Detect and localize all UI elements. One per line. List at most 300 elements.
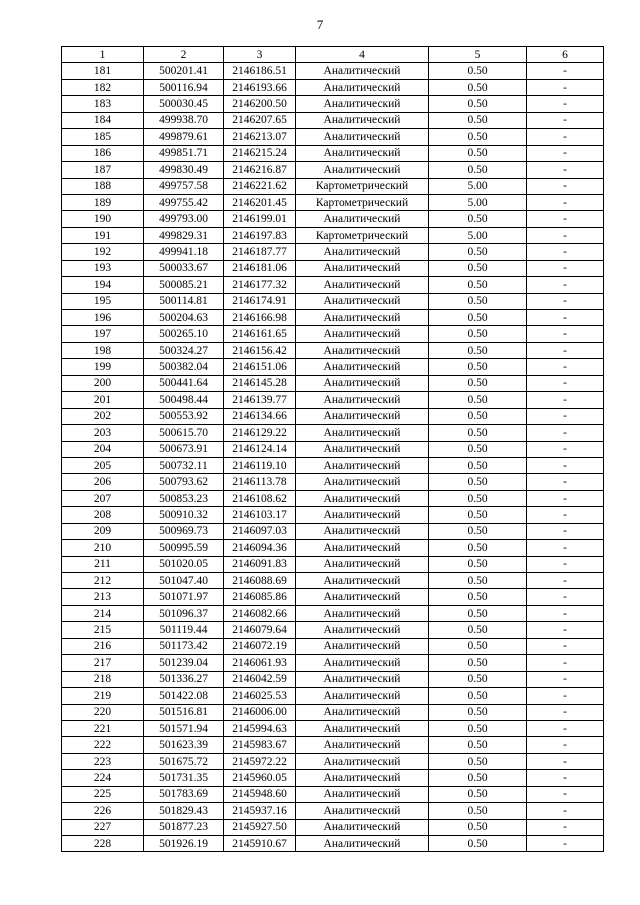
y-coordinate-cell: 2146103.17 [224,507,296,523]
x-coordinate-cell: 501020.05 [144,556,224,572]
x-coordinate-cell: 500265.10 [144,326,224,342]
method-cell: Аналитический [296,392,429,408]
table-row [62,753,604,769]
note-cell: - [527,310,604,326]
point-number-cell: 224 [62,770,144,786]
column-header: 1 [62,47,144,63]
y-coordinate-cell: 2146091.83 [224,556,296,572]
note-cell: - [527,129,604,145]
note-cell: - [527,112,604,128]
accuracy-cell: 0.50 [429,490,527,506]
method-cell: Аналитический [296,523,429,539]
table-row [62,786,604,802]
y-coordinate-cell: 2146187.77 [224,244,296,260]
table-row [62,688,604,704]
y-coordinate-cell: 2146129.22 [224,425,296,441]
point-number-cell: 214 [62,605,144,621]
accuracy-cell: 0.50 [429,507,527,523]
y-coordinate-cell: 2146213.07 [224,129,296,145]
y-coordinate-cell: 2146151.06 [224,359,296,375]
y-coordinate-cell: 2146124.14 [224,441,296,457]
y-coordinate-cell: 2146193.66 [224,79,296,95]
point-number-cell: 197 [62,326,144,342]
point-number-cell: 217 [62,655,144,671]
point-number-cell: 205 [62,457,144,473]
x-coordinate-cell: 500615.70 [144,425,224,441]
method-cell: Аналитический [296,96,429,112]
note-cell: - [527,589,604,605]
method-cell: Аналитический [296,671,429,687]
x-coordinate-cell: 500114.81 [144,293,224,309]
x-coordinate-cell: 501047.40 [144,573,224,589]
point-number-cell: 216 [62,638,144,654]
accuracy-cell: 0.50 [429,408,527,424]
accuracy-cell: 0.50 [429,589,527,605]
note-cell: - [527,573,604,589]
point-number-cell: 228 [62,836,144,852]
x-coordinate-cell: 500116.94 [144,79,224,95]
note-cell: - [527,803,604,819]
note-cell: - [527,770,604,786]
table-row [62,359,604,375]
accuracy-cell: 0.50 [429,704,527,720]
accuracy-cell: 0.50 [429,523,527,539]
accuracy-cell: 0.50 [429,260,527,276]
method-cell: Аналитический [296,211,429,227]
note-cell: - [527,441,604,457]
point-number-cell: 209 [62,523,144,539]
x-coordinate-cell: 501096.37 [144,605,224,621]
accuracy-cell: 0.50 [429,770,527,786]
method-cell: Аналитический [296,79,429,95]
y-coordinate-cell: 2146061.93 [224,655,296,671]
note-cell: - [527,523,604,539]
table-row [62,310,604,326]
y-coordinate-cell: 2146006.00 [224,704,296,720]
column-header: 4 [296,47,429,63]
note-cell: - [527,244,604,260]
page-number: 7 [316,17,324,32]
table-row [62,129,604,145]
point-number-cell: 211 [62,556,144,572]
point-number-cell: 186 [62,145,144,161]
table-row [62,162,604,178]
y-coordinate-cell: 2146181.06 [224,260,296,276]
table-row [62,589,604,605]
x-coordinate-cell: 501422.08 [144,688,224,704]
note-cell: - [527,655,604,671]
column-header: 5 [429,47,527,63]
note-cell: - [527,162,604,178]
y-coordinate-cell: 2146174.91 [224,293,296,309]
accuracy-cell: 0.50 [429,277,527,293]
note-cell: - [527,556,604,572]
note-cell: - [527,507,604,523]
table-row [62,244,604,260]
accuracy-cell: 0.50 [429,605,527,621]
note-cell: - [527,425,604,441]
x-coordinate-cell: 499938.70 [144,112,224,128]
point-number-cell: 187 [62,162,144,178]
y-coordinate-cell: 2146201.45 [224,194,296,210]
x-coordinate-cell: 501783.69 [144,786,224,802]
accuracy-cell: 0.50 [429,474,527,490]
note-cell: - [527,540,604,556]
note-cell: - [527,457,604,473]
method-cell: Аналитический [296,540,429,556]
table-row [62,836,604,852]
table-row [62,704,604,720]
y-coordinate-cell: 2145937.16 [224,803,296,819]
accuracy-cell: 0.50 [429,836,527,852]
method-cell: Аналитический [296,342,429,358]
y-coordinate-cell: 2146094.36 [224,540,296,556]
y-coordinate-cell: 2146156.42 [224,342,296,358]
x-coordinate-cell: 501877.23 [144,819,224,835]
method-cell: Аналитический [296,770,429,786]
x-coordinate-cell: 500969.73 [144,523,224,539]
point-number-cell: 190 [62,211,144,227]
method-cell: Аналитический [296,819,429,835]
point-number-cell: 193 [62,260,144,276]
note-cell: - [527,326,604,342]
accuracy-cell: 0.50 [429,688,527,704]
method-cell: Аналитический [296,704,429,720]
note-cell: - [527,836,604,852]
x-coordinate-cell: 500673.91 [144,441,224,457]
method-cell: Аналитический [296,425,429,441]
table-row [62,96,604,112]
x-coordinate-cell: 499829.31 [144,227,224,243]
table-row [62,112,604,128]
table-row [62,655,604,671]
point-number-cell: 208 [62,507,144,523]
y-coordinate-cell: 2146082.66 [224,605,296,621]
point-number-cell: 218 [62,671,144,687]
point-number-cell: 206 [62,474,144,490]
accuracy-cell: 0.50 [429,293,527,309]
method-cell: Аналитический [296,310,429,326]
x-coordinate-cell: 501571.94 [144,720,224,736]
method-cell: Аналитический [296,589,429,605]
note-cell: - [527,474,604,490]
y-coordinate-cell: 2146145.28 [224,375,296,391]
method-cell: Аналитический [296,326,429,342]
note-cell: - [527,277,604,293]
x-coordinate-cell: 500995.59 [144,540,224,556]
accuracy-cell: 0.50 [429,96,527,112]
y-coordinate-cell: 2146177.32 [224,277,296,293]
note-cell: - [527,622,604,638]
point-number-cell: 199 [62,359,144,375]
table-row [62,63,604,79]
accuracy-cell: 0.50 [429,556,527,572]
x-coordinate-cell: 501516.81 [144,704,224,720]
method-cell: Аналитический [296,507,429,523]
note-cell: - [527,96,604,112]
y-coordinate-cell: 2146200.50 [224,96,296,112]
x-coordinate-cell: 499755.42 [144,194,224,210]
method-cell: Аналитический [296,260,429,276]
table-row [62,523,604,539]
point-number-cell: 183 [62,96,144,112]
table-row [62,211,604,227]
accuracy-cell: 0.50 [429,737,527,753]
table-row [62,260,604,276]
y-coordinate-cell: 2146215.24 [224,145,296,161]
note-cell: - [527,671,604,687]
y-coordinate-cell: 2145960.05 [224,770,296,786]
method-cell: Аналитический [296,655,429,671]
table-row [62,194,604,210]
table-row [62,622,604,638]
accuracy-cell: 0.50 [429,244,527,260]
y-coordinate-cell: 2146216.87 [224,162,296,178]
x-coordinate-cell: 500201.41 [144,63,224,79]
method-cell: Аналитический [296,277,429,293]
y-coordinate-cell: 2146197.83 [224,227,296,243]
table-row [62,819,604,835]
method-cell: Аналитический [296,753,429,769]
accuracy-cell: 0.50 [429,211,527,227]
table-row [62,277,604,293]
note-cell: - [527,211,604,227]
note-cell: - [527,375,604,391]
y-coordinate-cell: 2146025.53 [224,688,296,704]
method-cell: Аналитический [296,112,429,128]
note-cell: - [527,786,604,802]
x-coordinate-cell: 501336.27 [144,671,224,687]
accuracy-cell: 5.00 [429,227,527,243]
x-coordinate-cell: 499941.18 [144,244,224,260]
x-coordinate-cell: 500553.92 [144,408,224,424]
method-cell: Аналитический [296,145,429,161]
y-coordinate-cell: 2145927.50 [224,819,296,835]
y-coordinate-cell: 2146119.10 [224,457,296,473]
method-cell: Аналитический [296,63,429,79]
note-cell: - [527,342,604,358]
note-cell: - [527,145,604,161]
method-cell: Аналитический [296,622,429,638]
method-cell: Аналитический [296,375,429,391]
y-coordinate-cell: 2145994.63 [224,720,296,736]
note-cell: - [527,737,604,753]
point-number-cell: 225 [62,786,144,802]
y-coordinate-cell: 2146097.03 [224,523,296,539]
point-number-cell: 202 [62,408,144,424]
accuracy-cell: 0.50 [429,803,527,819]
y-coordinate-cell: 2145972.22 [224,753,296,769]
x-coordinate-cell: 499879.61 [144,129,224,145]
accuracy-cell: 0.50 [429,655,527,671]
table-row [62,392,604,408]
method-cell: Аналитический [296,803,429,819]
table-body [62,63,604,852]
x-coordinate-cell: 500498.44 [144,392,224,408]
accuracy-cell: 0.50 [429,441,527,457]
method-cell: Аналитический [296,556,429,572]
y-coordinate-cell: 2146221.62 [224,178,296,194]
table-row [62,737,604,753]
y-coordinate-cell: 2146207.65 [224,112,296,128]
table-row [62,720,604,736]
method-cell: Аналитический [296,573,429,589]
note-cell: - [527,178,604,194]
method-cell: Аналитический [296,490,429,506]
accuracy-cell: 0.50 [429,326,527,342]
y-coordinate-cell: 2146079.64 [224,622,296,638]
method-cell: Аналитический [296,474,429,490]
method-cell: Аналитический [296,408,429,424]
note-cell: - [527,605,604,621]
note-cell: - [527,819,604,835]
accuracy-cell: 0.50 [429,425,527,441]
point-number-cell: 191 [62,227,144,243]
table-row [62,326,604,342]
point-number-cell: 222 [62,737,144,753]
x-coordinate-cell: 500910.32 [144,507,224,523]
method-cell: Аналитический [296,244,429,260]
y-coordinate-cell: 2146113.78 [224,474,296,490]
x-coordinate-cell: 500204.63 [144,310,224,326]
x-coordinate-cell: 501239.04 [144,655,224,671]
x-coordinate-cell: 500382.04 [144,359,224,375]
accuracy-cell: 0.50 [429,457,527,473]
table-row [62,573,604,589]
table-row [62,770,604,786]
accuracy-cell: 0.50 [429,162,527,178]
y-coordinate-cell: 2146072.19 [224,638,296,654]
x-coordinate-cell: 500030.45 [144,96,224,112]
note-cell: - [527,704,604,720]
point-number-cell: 200 [62,375,144,391]
y-coordinate-cell: 2146134.66 [224,408,296,424]
note-cell: - [527,753,604,769]
method-cell: Аналитический [296,786,429,802]
y-coordinate-cell: 2146186.51 [224,63,296,79]
point-number-cell: 189 [62,194,144,210]
x-coordinate-cell: 501926.19 [144,836,224,852]
x-coordinate-cell: 500793.62 [144,474,224,490]
table-row [62,556,604,572]
column-header: 2 [144,47,224,63]
note-cell: - [527,392,604,408]
y-coordinate-cell: 2146088.69 [224,573,296,589]
x-coordinate-cell: 501173.42 [144,638,224,654]
accuracy-cell: 0.50 [429,786,527,802]
note-cell: - [527,79,604,95]
y-coordinate-cell: 2145910.67 [224,836,296,852]
accuracy-cell: 0.50 [429,310,527,326]
x-coordinate-cell: 499830.49 [144,162,224,178]
accuracy-cell: 0.50 [429,819,527,835]
note-cell: - [527,408,604,424]
point-number-cell: 227 [62,819,144,835]
table-row [62,605,604,621]
method-cell: Аналитический [296,605,429,621]
note-cell: - [527,63,604,79]
method-cell: Картометрический [296,194,429,210]
method-cell: Аналитический [296,441,429,457]
x-coordinate-cell: 500324.27 [144,342,224,358]
method-cell: Аналитический [296,688,429,704]
accuracy-cell: 5.00 [429,194,527,210]
point-number-cell: 203 [62,425,144,441]
x-coordinate-cell: 500853.23 [144,490,224,506]
point-number-cell: 195 [62,293,144,309]
table-row [62,342,604,358]
accuracy-cell: 0.50 [429,622,527,638]
method-cell: Аналитический [296,129,429,145]
method-cell: Аналитический [296,293,429,309]
accuracy-cell: 0.50 [429,63,527,79]
x-coordinate-cell: 499757.58 [144,178,224,194]
point-number-cell: 194 [62,277,144,293]
y-coordinate-cell: 2146042.59 [224,671,296,687]
table-row [62,293,604,309]
point-number-cell: 215 [62,622,144,638]
table-row [62,408,604,424]
table-row [62,375,604,391]
point-number-cell: 181 [62,63,144,79]
accuracy-cell: 0.50 [429,392,527,408]
point-number-cell: 201 [62,392,144,408]
accuracy-cell: 0.50 [429,753,527,769]
accuracy-cell: 0.50 [429,573,527,589]
point-number-cell: 223 [62,753,144,769]
point-number-cell: 204 [62,441,144,457]
method-cell: Картометрический [296,178,429,194]
point-number-cell: 196 [62,310,144,326]
point-number-cell: 184 [62,112,144,128]
method-cell: Аналитический [296,359,429,375]
y-coordinate-cell: 2146139.77 [224,392,296,408]
method-cell: Картометрический [296,227,429,243]
note-cell: - [527,194,604,210]
table-row [62,671,604,687]
x-coordinate-cell: 501731.35 [144,770,224,786]
note-cell: - [527,260,604,276]
y-coordinate-cell: 2146166.98 [224,310,296,326]
table-row [62,457,604,473]
column-header: 6 [527,47,604,63]
table-row [62,227,604,243]
point-number-cell: 182 [62,79,144,95]
note-cell: - [527,720,604,736]
table-row [62,638,604,654]
point-number-cell: 219 [62,688,144,704]
point-number-cell: 210 [62,540,144,556]
table-row [62,490,604,506]
accuracy-cell: 0.50 [429,375,527,391]
table-row [62,425,604,441]
accuracy-cell: 0.50 [429,129,527,145]
table-row [62,145,604,161]
x-coordinate-cell: 500441.64 [144,375,224,391]
point-number-cell: 185 [62,129,144,145]
point-number-cell: 226 [62,803,144,819]
point-number-cell: 192 [62,244,144,260]
accuracy-cell: 0.50 [429,671,527,687]
x-coordinate-cell: 500732.11 [144,457,224,473]
table-header-row [62,47,604,63]
x-coordinate-cell: 501829.43 [144,803,224,819]
y-coordinate-cell: 2145983.67 [224,737,296,753]
method-cell: Аналитический [296,720,429,736]
table-row [62,803,604,819]
y-coordinate-cell: 2146161.65 [224,326,296,342]
point-number-cell: 198 [62,342,144,358]
